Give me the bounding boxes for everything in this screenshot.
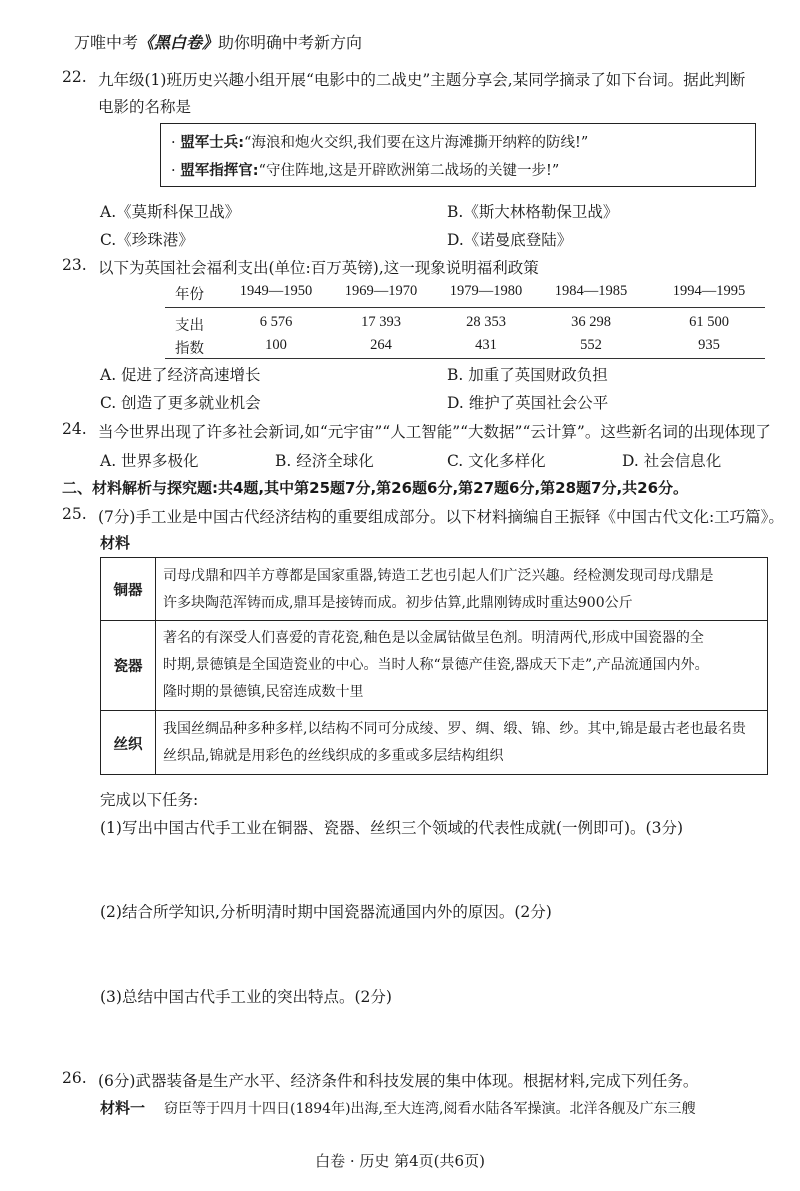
table-rule — [165, 307, 765, 308]
table-cell: 100 — [265, 337, 287, 353]
q22-option-c: C.《珍珠港》 — [100, 231, 194, 249]
table-cell: 552 — [580, 337, 602, 353]
q23-option-d: D. 维护了英国社会公平 — [447, 394, 609, 412]
q22-option-d: D.《诺曼底登陆》 — [447, 231, 573, 249]
q23-number: 23. — [62, 256, 87, 274]
material-text — [163, 563, 713, 617]
q26-material-label: 材料一 — [100, 1099, 146, 1117]
material-text — [163, 625, 709, 706]
table-header-cell: 1979—1980 — [449, 283, 523, 299]
q22-option-b: B.《斯大林格勒保卫战》 — [447, 203, 619, 221]
page-header — [74, 30, 362, 53]
material-table — [100, 557, 768, 775]
quote-row: · 盟军指挥官:“守住阵地,这是开辟欧洲第二战场的关键一步!” — [171, 163, 560, 179]
material-row-header — [101, 558, 156, 620]
material-row — [101, 710, 767, 775]
quote-text: “守住阵地,这是开辟欧洲第二战场的关键一步!” — [258, 163, 560, 179]
material-line: 我国丝绸品种多种多样,以结构不同可分成绫、罗、绸、缎、锦、纱。其中,锦是最古老也最名贵 — [163, 721, 746, 737]
q23-stem: 以下为英国社会福利支出(单位:百万英镑),这一现象说明福利政策 — [98, 259, 539, 277]
q24-option-d: D. 社会信息化 — [622, 452, 722, 470]
table-header-cell: 1994—1995 — [672, 283, 746, 299]
table-cell: 17 393 — [361, 314, 401, 330]
header-brand: 《黑白卷》 — [138, 33, 219, 52]
material-label: 材料 — [100, 534, 131, 552]
q24-option-b: B. 经济全球化 — [275, 452, 374, 470]
q23-option-c: C. 创造了更多就业机会 — [100, 394, 261, 412]
q26-material-text: 窃臣等于四月十四日(1894年)出海,至大连湾,阅看水陆各军操演。北洋各舰及广东三艘 — [164, 1101, 696, 1117]
material-line: 著名的有深受人们喜爱的青花瓷,釉色是以金属钴做呈色剂。明清两代,形成中国瓷器的全 — [163, 630, 704, 646]
q23-option-a: A. 促进了经济高速增长 — [100, 366, 261, 384]
q24-stem: 当今世界出现了许多社会新词,如“元宇宙”“人工智能”“大数据”“云计算”。这些新名词的出现体现了 — [98, 423, 771, 441]
material-name: 瓷器 — [113, 659, 143, 675]
q22-quote-box — [160, 123, 756, 187]
material-name: 铜器 — [113, 583, 143, 599]
task-3: (3)总结中国古代手工业的突出特点。(2分) — [100, 988, 392, 1006]
page-footer: 白卷 · 历史 第4页(共6页) — [315, 1152, 485, 1170]
table-cell: 36 298 — [571, 314, 611, 330]
table-cell: 28 353 — [466, 314, 506, 330]
table-header-cell: 1969—1970 — [344, 283, 418, 299]
task-1: (1)写出中国古代手工业在铜器、瓷器、丝织三个领域的代表性成就(一例即可)。(3分) — [100, 819, 684, 837]
q24-number: 24. — [62, 420, 87, 438]
material-line: 时期,景德镇是全国造瓷业的中心。当时人称“景德产佳瓷,器成天下走”,产品流通国内外。 — [163, 657, 709, 673]
task-2: (2)结合所学知识,分析明清时期中国瓷器流通国内外的原因。(2分) — [100, 903, 552, 921]
material-line: 许多块陶范浑铸而成,鼎耳是接铸而成。初步估算,此鼎刚铸成时重达900公斤 — [163, 595, 633, 611]
table-cell: 264 — [370, 337, 392, 353]
material-name: 丝织 — [113, 737, 143, 753]
table-cell: 6 576 — [259, 314, 293, 330]
table-cell: 指数 — [175, 341, 204, 357]
table-header-cell: 1949—1950 — [239, 283, 313, 299]
q23-option-b: B. 加重了英国财政负担 — [447, 366, 608, 384]
table-header-cell: 年份 — [175, 287, 204, 303]
q22-number: 22. — [62, 68, 87, 86]
quote-text: “海浪和炮火交织,我们要在这片海滩撕开纳粹的防线!” — [244, 135, 589, 151]
material-text — [163, 716, 746, 770]
q24-option-a: A. 世界多极化 — [100, 452, 199, 470]
header-prefix: 万唯中考 — [74, 33, 139, 52]
quote-row: · 盟军士兵:“海浪和炮火交织,我们要在这片海滩撕开纳粹的防线!” — [171, 135, 589, 151]
material-row — [101, 558, 767, 620]
material-row-header — [101, 621, 156, 711]
q25-stem: (7分)手工业是中国古代经济结构的重要组成部分。以下材料摘编自王振铎《中国古代文化:工巧篇》。 — [98, 508, 784, 526]
q25-number: 25. — [62, 505, 87, 523]
table-header-cell: 1984—1985 — [554, 283, 628, 299]
material-line: 司母戊鼎和四羊方尊都是国家重器,铸造工艺也引起人们广泛兴趣。经检测发现司母戊鼎是 — [163, 568, 714, 584]
quote-speaker: 盟军士兵: — [180, 135, 245, 151]
table-cell: 支出 — [175, 318, 204, 334]
table-cell: 61 500 — [689, 314, 729, 330]
material-row — [101, 620, 767, 711]
table-rule — [165, 358, 765, 359]
q22-stem-line1: 九年级(1)班历史兴趣小组开展“电影中的二战史”主题分享会,某同学摘录了如下台词。据此判断 — [98, 71, 746, 89]
section-heading: 二、材料解析与探究题:共4题,其中第25题7分,第26题6分,第27题6分,第28题7分,共26分。 — [62, 479, 689, 497]
table-cell: 935 — [698, 337, 720, 353]
q24-option-c: C. 文化多样化 — [447, 452, 546, 470]
task-intro: 完成以下任务: — [100, 791, 199, 809]
q22-stem-line2: 电影的名称是 — [98, 98, 192, 116]
q22-option-a: A.《莫斯科保卫战》 — [100, 203, 241, 221]
q26-number: 26. — [62, 1069, 87, 1087]
header-suffix: 助你明确中考新方向 — [218, 33, 363, 52]
material-line: 丝织品,锦就是用彩色的丝线织成的多重或多层结构组织 — [163, 748, 504, 764]
material-row-header — [101, 711, 156, 775]
q26-stem: (6分)武器装备是生产水平、经济条件和科技发展的集中体现。根据材料,完成下列任务。 — [98, 1072, 699, 1090]
table-cell: 431 — [475, 337, 497, 353]
quote-speaker: 盟军指挥官: — [180, 163, 259, 179]
material-line: 隆时期的景德镇,民窑连成数十里 — [163, 684, 364, 700]
